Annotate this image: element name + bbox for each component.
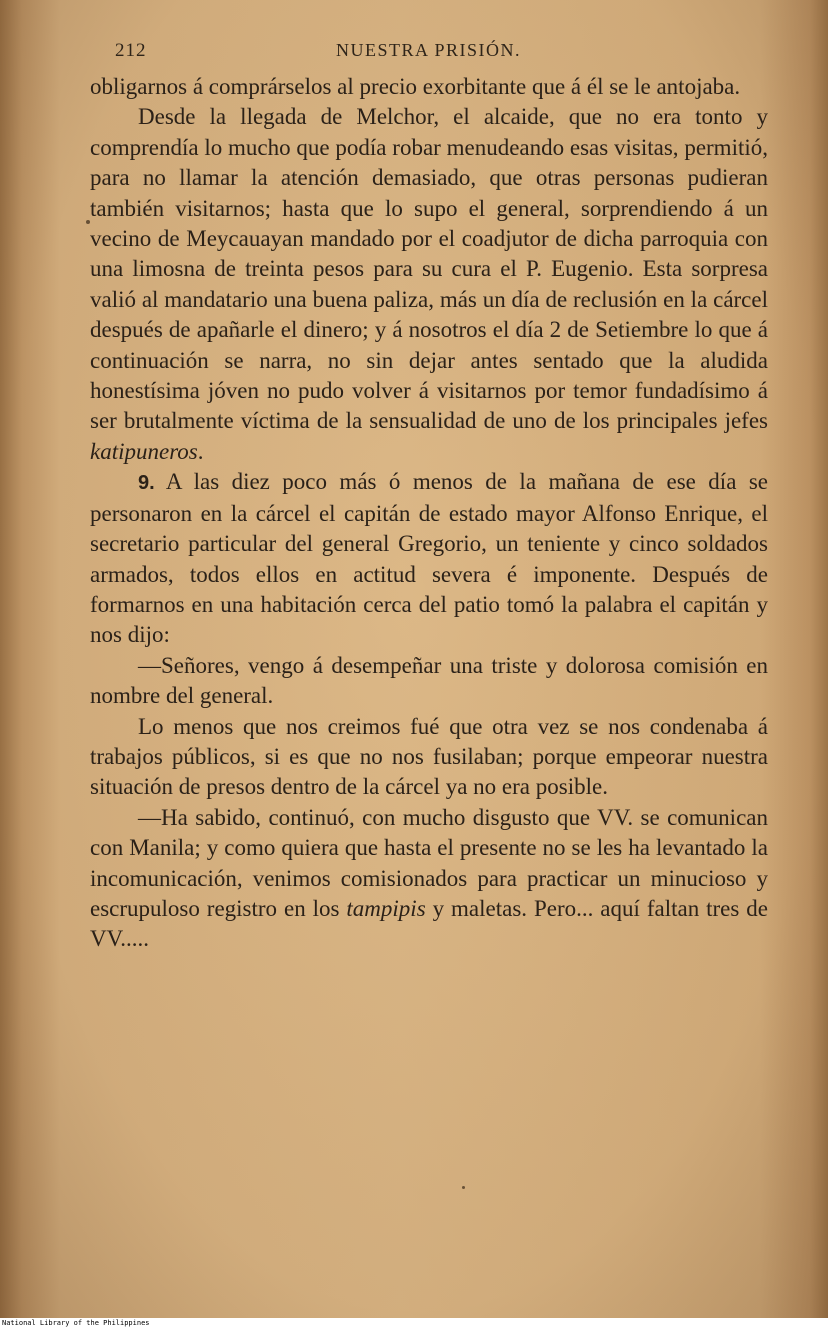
italic-term-katipuneros: katipuneros <box>90 438 198 464</box>
text-segment: Lo menos que nos creimos fué que otra vez se nos condenaba á trabajos públicos, si es que no nos fusilaban; porque empeorar nuestra situación de presos dentro de la cárcel ya no era posible. <box>90 713 768 800</box>
text-segment: y maletas. Pero... aquí faltan tres de VV..... <box>90 895 768 952</box>
page-number: 212 <box>115 40 147 61</box>
paragraph-melchor <box>90 102 768 467</box>
running-head: NUESTRA PRISIÓN. <box>336 40 522 60</box>
text-segment: —Señores, vengo á desempeñar una triste y dolorosa comisión en nombre del general. <box>90 652 768 709</box>
paragraph-dialogue-senores <box>90 651 768 712</box>
paragraph-dialogue-registro <box>90 803 768 955</box>
paragraph-numbered-9 <box>90 467 768 650</box>
page-header <box>0 40 828 70</box>
italic-term-tampipis: tampipis <box>346 895 426 921</box>
text-segment: Desde la llegada de Melchor, el alcaide, que no era tonto y comprendía lo mucho que podía robar menudeando esas visitas, permitió, para no llamar la atención demasiado, que otras personas pudieran también visitarnos; hasta que lo supo el general, sorprendiendo á un vecino de Meycauayan mandado por el coadjutor de dicha parroquia con una limosna de treinta pesos para su cura el P. Eugenio. Esta sorpresa valió al mandatario una buena paliza, más un día de reclusión en la cárcel después de apañarle el dinero; y á nosotros el día 2 de Setiembre lo que á continuación se narra, no sin dejar antes sentado que la aludida honestísima jóven no pudo volver á visitarnos por temor fundadísimo á ser brutalmente víctima de la sensualidad de uno de los principales jefes <box>90 104 768 434</box>
paragraph-condemnation <box>90 712 768 803</box>
text-segment: obligarnos á comprárselos al precio exorbitante que á él se le antojaba. <box>90 74 741 99</box>
text-segment: —Ha sabido, continuó, con mucho disgusto que VV. se comunican con Manila; y como quiera que hasta el presente no se les ha levantado la incomunicación, venimos comisionados para practicar un minucioso y escrupuloso registro en los <box>90 804 768 921</box>
paper-speck <box>86 220 90 224</box>
scan-credit: National Library of the Philippines <box>2 1319 150 1327</box>
text-segment: A las diez poco más ó menos de la mañana de ese día se personaron en la cárcel el capitán de estado mayor Alfonso Enrique, el secretario particular del general Gregorio, un teniente y cinco soldados armados, todos ellos en actitud severa é imponente. Después de formarnos en una habitación cerca del patio tomó la palabra el capitán y nos dijo: <box>90 469 768 648</box>
body-text <box>90 72 768 955</box>
paragraph-continuation <box>90 72 768 102</box>
paper-speck <box>462 1186 465 1189</box>
text-segment: . <box>197 438 204 464</box>
paragraph-number: 9. <box>138 472 155 495</box>
